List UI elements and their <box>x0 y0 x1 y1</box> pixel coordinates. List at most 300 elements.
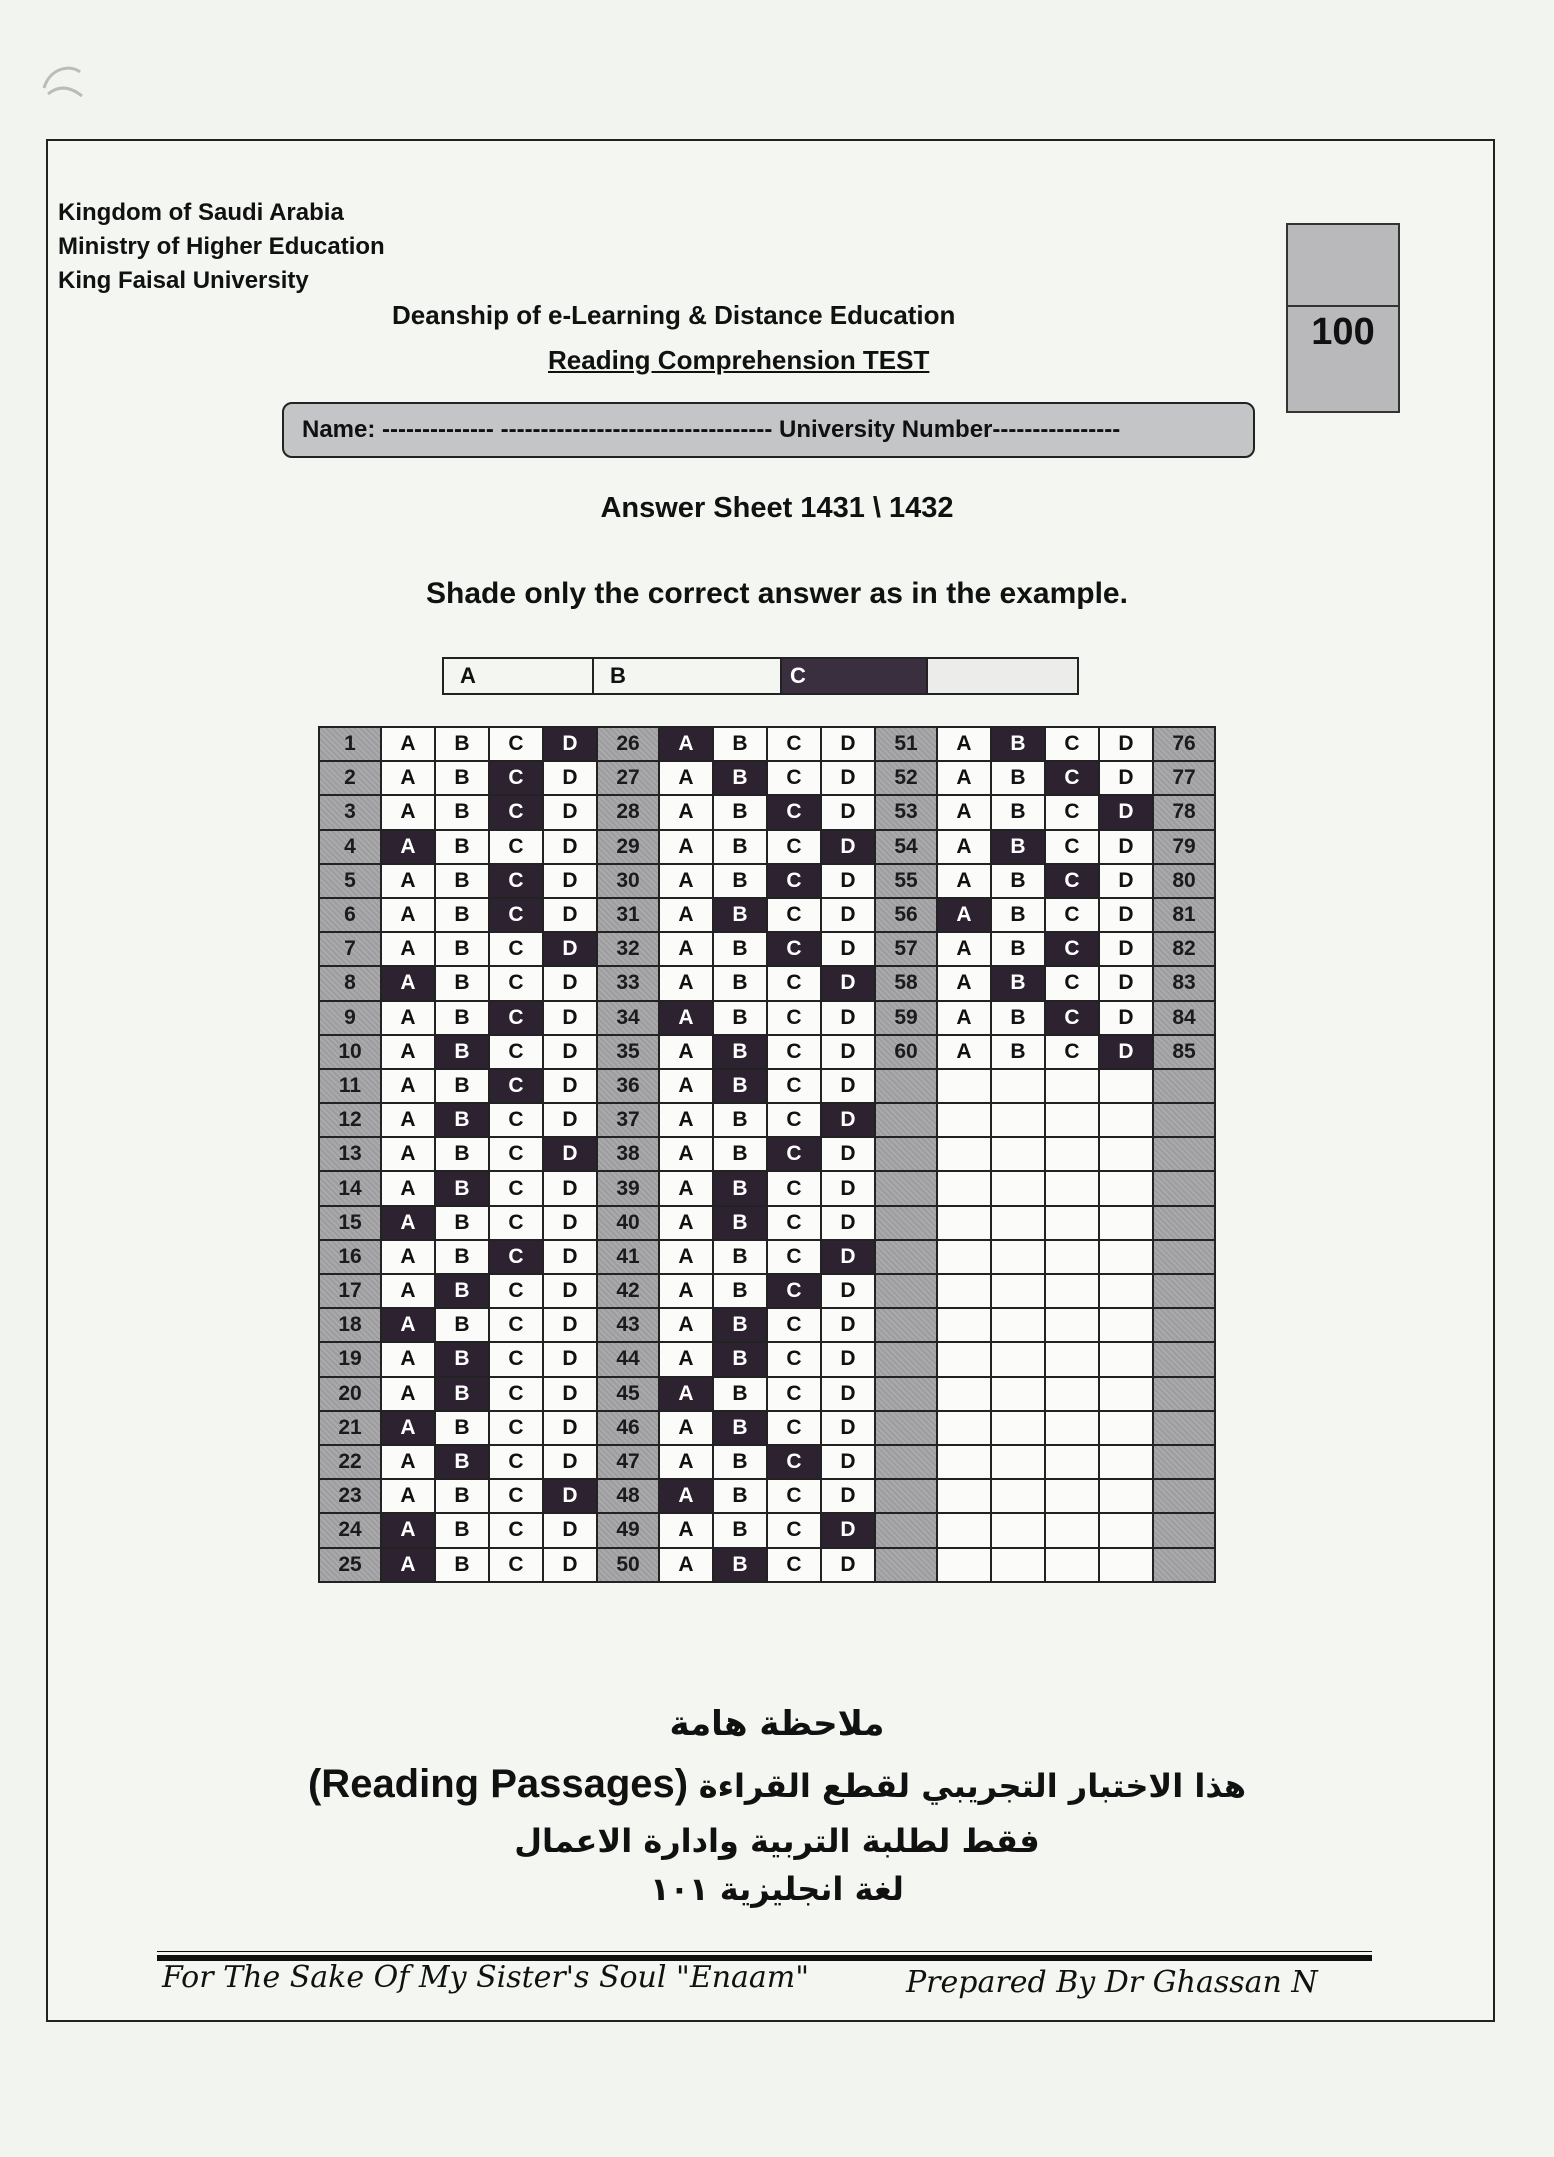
answer-bubble-q22-d[interactable]: D <box>543 1445 597 1479</box>
answer-bubble-q27-d[interactable]: D <box>821 761 875 795</box>
answer-bubble-q46-a[interactable]: A <box>659 1411 713 1445</box>
answer-bubble-q33-c[interactable]: C <box>767 966 821 1000</box>
answer-bubble-q49-b[interactable]: B <box>713 1513 767 1547</box>
question-number: 1 <box>319 727 381 761</box>
answer-bubble-q5-a[interactable]: A <box>381 864 435 898</box>
answer-bubble-q19-a[interactable]: A <box>381 1342 435 1376</box>
answer-bubble-q26-c[interactable]: C <box>767 727 821 761</box>
answer-bubble-q54-b[interactable]: B <box>991 830 1045 864</box>
note-main-line <box>0 1762 1554 1807</box>
answer-bubble-q20-a[interactable]: A <box>381 1377 435 1411</box>
answer-bubble-q24-d[interactable]: D <box>543 1513 597 1547</box>
answer-bubble-q57-b[interactable]: B <box>991 932 1045 966</box>
answer-bubble-q18-b[interactable]: B <box>435 1308 489 1342</box>
answer-bubble-q6-c[interactable]: C <box>489 898 543 932</box>
answer-bubble-q56-a[interactable]: A <box>937 898 991 932</box>
answer-row <box>319 1274 1215 1308</box>
question-number: 43 <box>597 1308 659 1342</box>
answer-bubble-q38-d[interactable]: D <box>821 1137 875 1171</box>
answer-bubble-q35-b[interactable]: B <box>713 1035 767 1069</box>
answer-bubble-q10-b[interactable]: B <box>435 1035 489 1069</box>
answer-bubble-q24-b[interactable]: B <box>435 1513 489 1547</box>
answer-bubble-empty <box>991 1377 1045 1411</box>
answer-bubble-q11-d[interactable]: D <box>543 1069 597 1103</box>
answer-bubble-q54-a[interactable]: A <box>937 830 991 864</box>
question-number: 27 <box>597 761 659 795</box>
answer-bubble-q56-d[interactable]: D <box>1099 898 1153 932</box>
answer-bubble-q37-b[interactable]: B <box>713 1103 767 1137</box>
answer-bubble-q34-d[interactable]: D <box>821 1001 875 1035</box>
answer-bubble-q26-b[interactable]: B <box>713 727 767 761</box>
answer-bubble-q17-b[interactable]: B <box>435 1274 489 1308</box>
answer-bubble-q28-d[interactable]: D <box>821 795 875 829</box>
answer-bubble-q42-d[interactable]: D <box>821 1274 875 1308</box>
answer-bubble-q11-c[interactable]: C <box>489 1069 543 1103</box>
answer-bubble-empty <box>991 1206 1045 1240</box>
answer-bubble-q37-c[interactable]: C <box>767 1103 821 1137</box>
answer-bubble-q50-a[interactable]: A <box>659 1548 713 1582</box>
answer-bubble-q36-d[interactable]: D <box>821 1069 875 1103</box>
answer-bubble-q48-d[interactable]: D <box>821 1479 875 1513</box>
answer-bubble-q9-c[interactable]: C <box>489 1001 543 1035</box>
answer-bubble-q16-d[interactable]: D <box>543 1240 597 1274</box>
answer-bubble-q29-d[interactable]: D <box>821 830 875 864</box>
answer-bubble-q12-b[interactable]: B <box>435 1103 489 1137</box>
answer-bubble-q5-d[interactable]: D <box>543 864 597 898</box>
answer-bubble-q30-a[interactable]: A <box>659 864 713 898</box>
answer-bubble-q21-a[interactable]: A <box>381 1411 435 1445</box>
answer-bubble-q39-d[interactable]: D <box>821 1171 875 1205</box>
answer-bubble-q7-b[interactable]: B <box>435 932 489 966</box>
question-number: 36 <box>597 1069 659 1103</box>
answer-bubble-q50-c[interactable]: C <box>767 1548 821 1582</box>
answer-bubble-q31-d[interactable]: D <box>821 898 875 932</box>
answer-bubble-q35-d[interactable]: D <box>821 1035 875 1069</box>
answer-bubble-q29-a[interactable]: A <box>659 830 713 864</box>
answer-bubble-q53-b[interactable]: B <box>991 795 1045 829</box>
answer-bubble-q26-d[interactable]: D <box>821 727 875 761</box>
question-number: 85 <box>1153 1035 1215 1069</box>
answer-bubble-q25-d[interactable]: D <box>543 1548 597 1582</box>
answer-bubble-q16-c[interactable]: C <box>489 1240 543 1274</box>
answer-bubble-q4-c[interactable]: C <box>489 830 543 864</box>
answer-bubble-q13-d[interactable]: D <box>543 1137 597 1171</box>
answer-bubble-q9-a[interactable]: A <box>381 1001 435 1035</box>
answer-bubble-q59-c[interactable]: C <box>1045 1001 1099 1035</box>
answer-bubble-q52-b[interactable]: B <box>991 761 1045 795</box>
question-number: 31 <box>597 898 659 932</box>
answer-bubble-q57-c[interactable]: C <box>1045 932 1099 966</box>
answer-bubble-empty <box>991 1274 1045 1308</box>
answer-bubble-q1-d[interactable]: D <box>543 727 597 761</box>
footer-rule-thin <box>157 1951 1372 1952</box>
answer-bubble-q7-d[interactable]: D <box>543 932 597 966</box>
answer-bubble-empty <box>1045 1377 1099 1411</box>
question-number: 7 <box>319 932 381 966</box>
answer-bubble-q36-b[interactable]: B <box>713 1069 767 1103</box>
answer-bubble-q42-b[interactable]: B <box>713 1274 767 1308</box>
answer-bubble-q29-b[interactable]: B <box>713 830 767 864</box>
answer-bubble-q20-d[interactable]: D <box>543 1377 597 1411</box>
answer-bubble-q43-a[interactable]: A <box>659 1308 713 1342</box>
answer-row <box>319 1137 1215 1171</box>
answer-bubble-q45-c[interactable]: C <box>767 1377 821 1411</box>
answer-bubble-q21-c[interactable]: C <box>489 1411 543 1445</box>
answer-bubble-q28-a[interactable]: A <box>659 795 713 829</box>
answer-bubble-q17-a[interactable]: A <box>381 1274 435 1308</box>
answer-bubble-q13-c[interactable]: C <box>489 1137 543 1171</box>
question-number: 12 <box>319 1103 381 1137</box>
answer-bubble-q42-a[interactable]: A <box>659 1274 713 1308</box>
answer-bubble-q60-c[interactable]: C <box>1045 1035 1099 1069</box>
answer-bubble-q34-a[interactable]: A <box>659 1001 713 1035</box>
answer-bubble-empty <box>1045 1513 1099 1547</box>
answer-bubble-q32-b[interactable]: B <box>713 932 767 966</box>
answer-bubble-q41-a[interactable]: A <box>659 1240 713 1274</box>
answer-bubble-q26-a[interactable]: A <box>659 727 713 761</box>
answer-bubble-q50-d[interactable]: D <box>821 1548 875 1582</box>
answer-bubble-q30-d[interactable]: D <box>821 864 875 898</box>
answer-bubble-q40-a[interactable]: A <box>659 1206 713 1240</box>
answer-bubble-q21-b[interactable]: B <box>435 1411 489 1445</box>
answer-bubble-q59-d[interactable]: D <box>1099 1001 1153 1035</box>
answer-bubble-q19-d[interactable]: D <box>543 1342 597 1376</box>
question-number: 33 <box>597 966 659 1000</box>
question-number <box>875 1137 937 1171</box>
answer-bubble-empty <box>991 1103 1045 1137</box>
question-number <box>875 1171 937 1205</box>
answer-bubble-q7-c[interactable]: C <box>489 932 543 966</box>
answer-bubble-q6-a[interactable]: A <box>381 898 435 932</box>
answer-bubble-q45-b[interactable]: B <box>713 1377 767 1411</box>
question-number: 54 <box>875 830 937 864</box>
question-number <box>1153 1479 1215 1513</box>
answer-bubble-q3-b[interactable]: B <box>435 795 489 829</box>
answer-bubble-q19-b[interactable]: B <box>435 1342 489 1376</box>
name-field[interactable]: Name: -------------- ---------------------------------- University Number---------------- <box>282 402 1255 458</box>
question-number: 81 <box>1153 898 1215 932</box>
answer-bubble-q13-a[interactable]: A <box>381 1137 435 1171</box>
answer-bubble-q16-a[interactable]: A <box>381 1240 435 1274</box>
answer-bubble-q41-c[interactable]: C <box>767 1240 821 1274</box>
answer-bubble-q16-b[interactable]: B <box>435 1240 489 1274</box>
answer-bubble-q27-a[interactable]: A <box>659 761 713 795</box>
answer-bubble-q27-c[interactable]: C <box>767 761 821 795</box>
answer-bubble-q60-d[interactable]: D <box>1099 1035 1153 1069</box>
answer-bubble-q22-c[interactable]: C <box>489 1445 543 1479</box>
answer-bubble-q33-b[interactable]: B <box>713 966 767 1000</box>
answer-bubble-q34-b[interactable]: B <box>713 1001 767 1035</box>
answer-bubble-q6-b[interactable]: B <box>435 898 489 932</box>
answer-bubble-q53-c[interactable]: C <box>1045 795 1099 829</box>
answer-bubble-q24-c[interactable]: C <box>489 1513 543 1547</box>
answer-bubble-q52-d[interactable]: D <box>1099 761 1153 795</box>
answer-row <box>319 1513 1215 1547</box>
answer-bubble-q41-b[interactable]: B <box>713 1240 767 1274</box>
answer-bubble-q3-d[interactable]: D <box>543 795 597 829</box>
answer-bubble-q32-a[interactable]: A <box>659 932 713 966</box>
instruction-text: Shade only the correct answer as in the example. <box>426 577 1128 610</box>
answer-bubble-q44-d[interactable]: D <box>821 1342 875 1376</box>
question-number: 8 <box>319 966 381 1000</box>
answer-bubble-q10-c[interactable]: C <box>489 1035 543 1069</box>
answer-bubble-q5-c[interactable]: C <box>489 864 543 898</box>
answer-bubble-q10-d[interactable]: D <box>543 1035 597 1069</box>
answer-bubble-q43-c[interactable]: C <box>767 1308 821 1342</box>
answer-bubble-q8-b[interactable]: B <box>435 966 489 1000</box>
answer-bubble-q4-b[interactable]: B <box>435 830 489 864</box>
answer-bubble-empty <box>937 1240 991 1274</box>
answer-bubble-q22-a[interactable]: A <box>381 1445 435 1479</box>
answer-bubble-empty <box>991 1069 1045 1103</box>
header-line-university: King Faisal University <box>58 267 309 294</box>
answer-bubble-empty <box>937 1274 991 1308</box>
answer-bubble-q58-a[interactable]: A <box>937 966 991 1000</box>
answer-bubble-q2-d[interactable]: D <box>543 761 597 795</box>
answer-bubble-q48-a[interactable]: A <box>659 1479 713 1513</box>
answer-bubble-q54-d[interactable]: D <box>1099 830 1153 864</box>
example-option-c-shaded: C <box>782 659 928 693</box>
answer-bubble-q36-c[interactable]: C <box>767 1069 821 1103</box>
answer-bubble-q12-d[interactable]: D <box>543 1103 597 1137</box>
answer-bubble-q60-a[interactable]: A <box>937 1035 991 1069</box>
answer-bubble-q9-b[interactable]: B <box>435 1001 489 1035</box>
note-english-phrase: (Reading Passages) <box>307 1762 689 1806</box>
answer-bubble-q46-b[interactable]: B <box>713 1411 767 1445</box>
answer-bubble-q47-c[interactable]: C <box>767 1445 821 1479</box>
answer-bubble-q14-c[interactable]: C <box>489 1171 543 1205</box>
answer-bubble-q47-d[interactable]: D <box>821 1445 875 1479</box>
answer-bubble-q38-a[interactable]: A <box>659 1137 713 1171</box>
answer-bubble-q2-c[interactable]: C <box>489 761 543 795</box>
answer-bubble-q1-c[interactable]: C <box>489 727 543 761</box>
answer-bubble-q14-b[interactable]: B <box>435 1171 489 1205</box>
answer-bubble-q39-b[interactable]: B <box>713 1171 767 1205</box>
answer-bubble-q25-a[interactable]: A <box>381 1548 435 1582</box>
answer-bubble-q23-a[interactable]: A <box>381 1479 435 1513</box>
answer-bubble-q55-b[interactable]: B <box>991 864 1045 898</box>
answer-bubble-q53-d[interactable]: D <box>1099 795 1153 829</box>
answer-bubble-q9-d[interactable]: D <box>543 1001 597 1035</box>
answer-bubble-q10-a[interactable]: A <box>381 1035 435 1069</box>
answer-bubble-q31-a[interactable]: A <box>659 898 713 932</box>
answer-bubble-q44-b[interactable]: B <box>713 1342 767 1376</box>
question-number: 47 <box>597 1445 659 1479</box>
answer-bubble-q43-b[interactable]: B <box>713 1308 767 1342</box>
answer-bubble-q44-a[interactable]: A <box>659 1342 713 1376</box>
answer-bubble-q33-d[interactable]: D <box>821 966 875 1000</box>
answer-bubble-q20-b[interactable]: B <box>435 1377 489 1411</box>
answer-bubble-q58-b[interactable]: B <box>991 966 1045 1000</box>
question-number: 14 <box>319 1171 381 1205</box>
answer-bubble-q30-c[interactable]: C <box>767 864 821 898</box>
answer-bubble-q47-a[interactable]: A <box>659 1445 713 1479</box>
answer-bubble-q47-b[interactable]: B <box>713 1445 767 1479</box>
answer-bubble-q53-a[interactable]: A <box>937 795 991 829</box>
question-number: 10 <box>319 1035 381 1069</box>
answer-bubble-q8-c[interactable]: C <box>489 966 543 1000</box>
answer-bubble-q49-a[interactable]: A <box>659 1513 713 1547</box>
answer-bubble-q51-c[interactable]: C <box>1045 727 1099 761</box>
answer-bubble-q25-b[interactable]: B <box>435 1548 489 1582</box>
answer-bubble-q15-a[interactable]: A <box>381 1206 435 1240</box>
answer-bubble-q32-c[interactable]: C <box>767 932 821 966</box>
answer-bubble-q3-a[interactable]: A <box>381 795 435 829</box>
answer-bubble-q38-c[interactable]: C <box>767 1137 821 1171</box>
answer-bubble-q12-a[interactable]: A <box>381 1103 435 1137</box>
answer-bubble-q18-d[interactable]: D <box>543 1308 597 1342</box>
answer-bubble-q46-d[interactable]: D <box>821 1411 875 1445</box>
question-number: 13 <box>319 1137 381 1171</box>
answer-bubble-q14-d[interactable]: D <box>543 1171 597 1205</box>
question-number <box>875 1548 937 1582</box>
answer-bubble-q4-d[interactable]: D <box>543 830 597 864</box>
answer-bubble-empty <box>1045 1206 1099 1240</box>
footer-dedication: For The Sake Of My Sister's Soul "Enaam" <box>162 1960 810 1995</box>
answer-row <box>319 830 1215 864</box>
answer-bubble-q22-b[interactable]: B <box>435 1445 489 1479</box>
answer-bubble-q59-b[interactable]: B <box>991 1001 1045 1035</box>
answer-row <box>319 1206 1215 1240</box>
answer-bubble-q17-c[interactable]: C <box>489 1274 543 1308</box>
answer-bubble-q6-d[interactable]: D <box>543 898 597 932</box>
answer-bubble-q48-c[interactable]: C <box>767 1479 821 1513</box>
answer-bubble-q7-a[interactable]: A <box>381 932 435 966</box>
answer-bubble-empty <box>1099 1137 1153 1171</box>
answer-bubble-q12-c[interactable]: C <box>489 1103 543 1137</box>
answer-bubble-q23-d[interactable]: D <box>543 1479 597 1513</box>
answer-bubble-q48-b[interactable]: B <box>713 1479 767 1513</box>
answer-bubble-q21-d[interactable]: D <box>543 1411 597 1445</box>
answer-bubble-q55-a[interactable]: A <box>937 864 991 898</box>
answer-bubble-q29-c[interactable]: C <box>767 830 821 864</box>
answer-bubble-q20-c[interactable]: C <box>489 1377 543 1411</box>
answer-bubble-q39-c[interactable]: C <box>767 1171 821 1205</box>
answer-bubble-q13-b[interactable]: B <box>435 1137 489 1171</box>
answer-bubble-q57-d[interactable]: D <box>1099 932 1153 966</box>
answer-bubble-q58-d[interactable]: D <box>1099 966 1153 1000</box>
answer-bubble-q57-a[interactable]: A <box>937 932 991 966</box>
answer-bubble-q38-b[interactable]: B <box>713 1137 767 1171</box>
answer-bubble-q60-b[interactable]: B <box>991 1035 1045 1069</box>
answer-bubble-q52-a[interactable]: A <box>937 761 991 795</box>
answer-bubble-q49-c[interactable]: C <box>767 1513 821 1547</box>
answer-bubble-q32-d[interactable]: D <box>821 932 875 966</box>
question-number: 19 <box>319 1342 381 1376</box>
answer-bubble-q11-b[interactable]: B <box>435 1069 489 1103</box>
answer-bubble-q27-b[interactable]: B <box>713 761 767 795</box>
answer-bubble-q51-b[interactable]: B <box>991 727 1045 761</box>
answer-bubble-q1-b[interactable]: B <box>435 727 489 761</box>
question-number <box>875 1206 937 1240</box>
answer-bubble-q17-d[interactable]: D <box>543 1274 597 1308</box>
answer-bubble-q46-c[interactable]: C <box>767 1411 821 1445</box>
answer-bubble-q39-a[interactable]: A <box>659 1171 713 1205</box>
question-number: 3 <box>319 795 381 829</box>
answer-bubble-q54-c[interactable]: C <box>1045 830 1099 864</box>
answer-bubble-q43-d[interactable]: D <box>821 1308 875 1342</box>
answer-bubble-q23-b[interactable]: B <box>435 1479 489 1513</box>
answer-bubble-q25-c[interactable]: C <box>489 1548 543 1582</box>
answer-bubble-q37-a[interactable]: A <box>659 1103 713 1137</box>
answer-bubble-q8-a[interactable]: A <box>381 966 435 1000</box>
answer-row <box>319 1103 1215 1137</box>
answer-bubble-q31-b[interactable]: B <box>713 898 767 932</box>
answer-bubble-q14-a[interactable]: A <box>381 1171 435 1205</box>
answer-bubble-q30-b[interactable]: B <box>713 864 767 898</box>
answer-bubble-q55-c[interactable]: C <box>1045 864 1099 898</box>
answer-bubble-q41-d[interactable]: D <box>821 1240 875 1274</box>
answer-bubble-empty <box>991 1479 1045 1513</box>
question-number: 25 <box>319 1548 381 1582</box>
question-number <box>1153 1411 1215 1445</box>
answer-bubble-q5-b[interactable]: B <box>435 864 489 898</box>
answer-bubble-q36-a[interactable]: A <box>659 1069 713 1103</box>
answer-bubble-q55-d[interactable]: D <box>1099 864 1153 898</box>
question-number <box>1153 1308 1215 1342</box>
answer-bubble-q24-a[interactable]: A <box>381 1513 435 1547</box>
answer-bubble-q40-d[interactable]: D <box>821 1206 875 1240</box>
answer-bubble-empty <box>1045 1308 1099 1342</box>
answer-bubble-q58-c[interactable]: C <box>1045 966 1099 1000</box>
answer-bubble-q50-b[interactable]: B <box>713 1548 767 1582</box>
answer-bubble-empty <box>937 1548 991 1582</box>
answer-bubble-q2-a[interactable]: A <box>381 761 435 795</box>
test-title: Reading Comprehension TEST <box>548 345 930 375</box>
answer-bubble-q49-d[interactable]: D <box>821 1513 875 1547</box>
answer-bubble-q8-d[interactable]: D <box>543 966 597 1000</box>
answer-bubble-q28-b[interactable]: B <box>713 795 767 829</box>
answer-bubble-q28-c[interactable]: C <box>767 795 821 829</box>
answer-bubble-q56-b[interactable]: B <box>991 898 1045 932</box>
answer-bubble-q33-a[interactable]: A <box>659 966 713 1000</box>
answer-bubble-q18-a[interactable]: A <box>381 1308 435 1342</box>
answer-bubble-q15-b[interactable]: B <box>435 1206 489 1240</box>
answer-bubble-q1-a[interactable]: A <box>381 727 435 761</box>
answer-bubble-q40-c[interactable]: C <box>767 1206 821 1240</box>
answer-bubble-q59-a[interactable]: A <box>937 1001 991 1035</box>
answer-bubble-q15-d[interactable]: D <box>543 1206 597 1240</box>
answer-bubble-q19-c[interactable]: C <box>489 1342 543 1376</box>
question-number <box>875 1513 937 1547</box>
answer-bubble-q31-c[interactable]: C <box>767 898 821 932</box>
answer-bubble-q37-d[interactable]: D <box>821 1103 875 1137</box>
answer-bubble-q45-a[interactable]: A <box>659 1377 713 1411</box>
answer-bubble-q18-c[interactable]: C <box>489 1308 543 1342</box>
answer-bubble-q3-c[interactable]: C <box>489 795 543 829</box>
question-number <box>1153 1240 1215 1274</box>
answer-bubble-q51-a[interactable]: A <box>937 727 991 761</box>
question-number: 9 <box>319 1001 381 1035</box>
answer-bubble-q23-c[interactable]: C <box>489 1479 543 1513</box>
answer-bubble-q4-a[interactable]: A <box>381 830 435 864</box>
question-number: 82 <box>1153 932 1215 966</box>
answer-bubble-q2-b[interactable]: B <box>435 761 489 795</box>
answer-bubble-q35-c[interactable]: C <box>767 1035 821 1069</box>
answer-bubble-q44-c[interactable]: C <box>767 1342 821 1376</box>
answer-bubble-q51-d[interactable]: D <box>1099 727 1153 761</box>
answer-bubble-q40-b[interactable]: B <box>713 1206 767 1240</box>
answer-bubble-q42-c[interactable]: C <box>767 1274 821 1308</box>
answer-bubble-q52-c[interactable]: C <box>1045 761 1099 795</box>
answer-bubble-q56-c[interactable]: C <box>1045 898 1099 932</box>
answer-bubble-q35-a[interactable]: A <box>659 1035 713 1069</box>
answer-bubble-q34-c[interactable]: C <box>767 1001 821 1035</box>
answer-bubble-q15-c[interactable]: C <box>489 1206 543 1240</box>
answer-bubble-q11-a[interactable]: A <box>381 1069 435 1103</box>
question-number: 20 <box>319 1377 381 1411</box>
answer-bubble-q45-d[interactable]: D <box>821 1377 875 1411</box>
